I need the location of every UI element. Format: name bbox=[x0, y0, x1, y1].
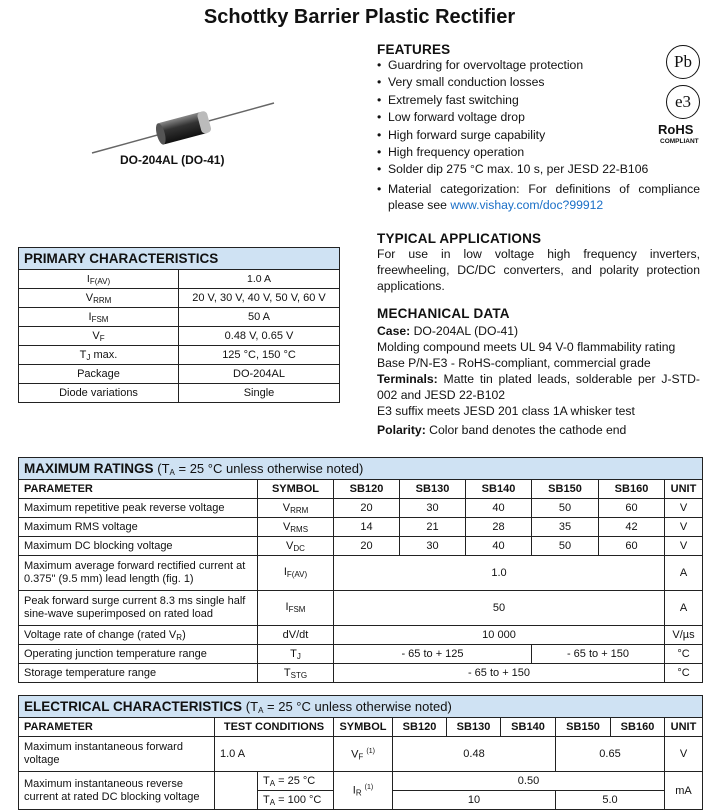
col-header: SB120 bbox=[334, 480, 400, 499]
col-header: PARAMETER bbox=[19, 718, 215, 737]
table-row bbox=[19, 537, 703, 556]
col-header: SB140 bbox=[501, 718, 556, 737]
cell: - 65 to + 150 bbox=[532, 645, 665, 664]
cell: 35 bbox=[532, 518, 599, 537]
table-row bbox=[19, 499, 703, 518]
value: Single bbox=[179, 384, 340, 403]
feature-item: • Solder dip 275 °C max. 10 s, per JESD 22-B106 bbox=[377, 161, 700, 178]
cell: 1.0 A bbox=[215, 737, 334, 772]
cell: 40 bbox=[466, 499, 532, 518]
cell: 21 bbox=[400, 518, 466, 537]
value: 125 °C, 150 °C bbox=[179, 346, 340, 365]
primary-characteristics-table bbox=[18, 247, 340, 403]
value: 0.48 V, 0.65 V bbox=[179, 327, 340, 346]
cell: V bbox=[665, 499, 703, 518]
cell: mA bbox=[665, 772, 703, 810]
cell bbox=[215, 772, 258, 810]
cell: $I_{F(AV)}$ bbox=[258, 556, 334, 591]
col-header: UNIT bbox=[665, 718, 703, 737]
param: $V_{RRM}$ bbox=[19, 289, 179, 308]
cell: 30 bbox=[400, 537, 466, 556]
cell: 0.48 bbox=[393, 737, 556, 772]
feature-item: • Material categorization: For definitions of compliance please see www.vishay.com/doc?99912 bbox=[377, 181, 700, 213]
elec-heading: ELECTRICAL CHARACTERISTICS ($T_A = 25$ °C unless otherwise noted) bbox=[19, 696, 703, 718]
package-label: DO-204AL (DO-41) bbox=[120, 153, 225, 167]
cell: Voltage rate of change (rated $V_R$) bbox=[19, 626, 258, 645]
table-row bbox=[19, 645, 703, 664]
col-header: SB120 bbox=[393, 718, 447, 737]
cell: 28 bbox=[466, 518, 532, 537]
cell: °C bbox=[665, 664, 703, 683]
cell: V bbox=[665, 737, 703, 772]
param: Diode variations bbox=[19, 384, 179, 403]
col-header: SB130 bbox=[447, 718, 501, 737]
table-row bbox=[19, 664, 703, 683]
col-header: SB130 bbox=[400, 480, 466, 499]
rohs-label: RoHS bbox=[658, 122, 694, 137]
typical-heading: TYPICAL APPLICATIONS bbox=[377, 230, 542, 246]
cell: $I_R$ $^{(1)}$ bbox=[334, 772, 393, 810]
cell: 50 bbox=[532, 537, 599, 556]
cell: 50 bbox=[334, 591, 665, 626]
features-section bbox=[377, 42, 700, 438]
col-header: SYMBOL bbox=[334, 718, 393, 737]
max-heading: MAXIMUM RATINGS ($T_A = 25$ °C unless otherwise noted) bbox=[19, 458, 703, 480]
param: $V_F$ bbox=[19, 327, 179, 346]
feature-item: • High frequency operation bbox=[377, 144, 700, 161]
cell: 10 000 bbox=[334, 626, 665, 645]
cell: $T_J$ bbox=[258, 645, 334, 664]
mechanical-heading: MECHANICAL DATA bbox=[377, 305, 510, 321]
cell: 50 bbox=[532, 499, 599, 518]
terminals-text: Terminals: Matte tin plated leads, solderable per J-STD-002 and JESD 22-B102 bbox=[377, 371, 700, 402]
cell: 20 bbox=[334, 537, 400, 556]
param: $T_J$ max. bbox=[19, 346, 179, 365]
cell: Storage temperature range bbox=[19, 664, 258, 683]
col-header: PARAMETER bbox=[19, 480, 258, 499]
cell: Maximum instantaneous forward voltage bbox=[19, 737, 215, 772]
rohs-compliant: COMPLIANT bbox=[660, 138, 699, 145]
cell: 60 bbox=[599, 537, 665, 556]
e3-text: E3 suffix meets JESD 201 class 1A whisker test bbox=[377, 403, 635, 418]
col-header: SB160 bbox=[599, 480, 665, 499]
cell: Maximum instantaneous reverse current at rated DC blocking voltage bbox=[19, 772, 215, 810]
param: $I_{F(AV)}$ bbox=[19, 270, 179, 289]
cell: $V_{RRM}$ bbox=[258, 499, 334, 518]
feature-item: • Extremely fast switching bbox=[377, 92, 700, 109]
cell: 60 bbox=[599, 499, 665, 518]
cell: Maximum DC blocking voltage bbox=[19, 537, 258, 556]
value: 1.0 A bbox=[179, 270, 340, 289]
molding-text: Molding compound meets UL 94 V-0 flammability rating bbox=[377, 339, 676, 354]
cell: 0.50 bbox=[393, 772, 665, 791]
value: DO-204AL bbox=[179, 365, 340, 384]
cell: 20 bbox=[334, 499, 400, 518]
cell: 30 bbox=[400, 499, 466, 518]
cell: A bbox=[665, 591, 703, 626]
cell: $T_{STG}$ bbox=[258, 664, 334, 683]
col-header: SB150 bbox=[556, 718, 611, 737]
col-header: SB150 bbox=[532, 480, 599, 499]
col-header: SB160 bbox=[611, 718, 665, 737]
cell: 1.0 bbox=[334, 556, 665, 591]
cell: $V_{DC}$ bbox=[258, 537, 334, 556]
cell: A bbox=[665, 556, 703, 591]
cell: - 65 to + 125 bbox=[334, 645, 532, 664]
e3-icon: e3 bbox=[666, 85, 700, 119]
cell: Maximum RMS voltage bbox=[19, 518, 258, 537]
primary-heading: PRIMARY CHARACTERISTICS bbox=[19, 248, 340, 270]
table-row bbox=[19, 556, 703, 591]
cell: $I_{FSM}$ bbox=[258, 591, 334, 626]
cell: 5.0 bbox=[556, 791, 665, 810]
table-row bbox=[19, 518, 703, 537]
feature-item: • Very small conduction losses bbox=[377, 74, 700, 91]
cell: Maximum repetitive peak reverse voltage bbox=[19, 499, 258, 518]
maximum-ratings-table bbox=[18, 457, 703, 683]
cell: dV/dt bbox=[258, 626, 334, 645]
cell: 0.65 bbox=[556, 737, 665, 772]
table-row bbox=[19, 591, 703, 626]
value: 20 V, 30 V, 40 V, 50 V, 60 V bbox=[179, 289, 340, 308]
cell: - 65 to + 150 bbox=[334, 664, 665, 683]
header-row bbox=[19, 718, 703, 737]
electrical-characteristics-table bbox=[18, 695, 703, 810]
cell: V bbox=[665, 518, 703, 537]
features-heading: FEATURES bbox=[377, 42, 451, 57]
cell: °C bbox=[665, 645, 703, 664]
cell: 42 bbox=[599, 518, 665, 537]
cell: Operating junction temperature range bbox=[19, 645, 258, 664]
case-text: Case: DO-204AL (DO-41) bbox=[377, 323, 519, 338]
cell: Maximum average forward rectified current at 0.375" (9.5 mm) lead length (fig. 1) bbox=[19, 556, 258, 591]
table-row bbox=[19, 626, 703, 645]
feature-item: • High forward surge capability bbox=[377, 127, 700, 144]
cell: $T_A = 100$ °C bbox=[258, 791, 334, 810]
cell: $V_F$ $^{(1)}$ bbox=[334, 737, 393, 772]
col-header: SB140 bbox=[466, 480, 532, 499]
cell: 10 bbox=[393, 791, 556, 810]
vishay-link[interactable]: www.vishay.com/doc?99912 bbox=[450, 197, 604, 212]
diode-package-image bbox=[88, 100, 278, 160]
table-row bbox=[19, 737, 703, 772]
col-header: SYMBOL bbox=[258, 480, 334, 499]
header-row bbox=[19, 480, 703, 499]
cell: Peak forward surge current 8.3 ms single half sine-wave superimposed on rated load bbox=[19, 591, 258, 626]
cell: 14 bbox=[334, 518, 400, 537]
polarity-text: Polarity: Color band denotes the cathode end bbox=[377, 422, 627, 437]
base-text: Base P/N-E3 - RoHS-compliant, commercial grade bbox=[377, 355, 651, 370]
value: 50 A bbox=[179, 308, 340, 327]
table-row bbox=[19, 772, 703, 791]
typical-text: For use in low voltage high frequency inverters, freewheeling, DC/DC converters, and polarity protection applications. bbox=[377, 246, 700, 293]
cell: 40 bbox=[466, 537, 532, 556]
col-header: UNIT bbox=[665, 480, 703, 499]
param: $I_{FSM}$ bbox=[19, 308, 179, 327]
lead-free-icon: Pb bbox=[666, 45, 700, 79]
cell: $T_A = 25$ °C bbox=[258, 772, 334, 791]
cell: V bbox=[665, 537, 703, 556]
feature-item: • Low forward voltage drop bbox=[377, 109, 700, 126]
feature-item: • Guardring for overvoltage protection bbox=[377, 57, 700, 74]
cell: $V_{RMS}$ bbox=[258, 518, 334, 537]
param: Package bbox=[19, 365, 179, 384]
cell: V/µs bbox=[665, 626, 703, 645]
page-title: Schottky Barrier Plastic Rectifier bbox=[203, 6, 516, 28]
col-header: TEST CONDITIONS bbox=[215, 718, 334, 737]
